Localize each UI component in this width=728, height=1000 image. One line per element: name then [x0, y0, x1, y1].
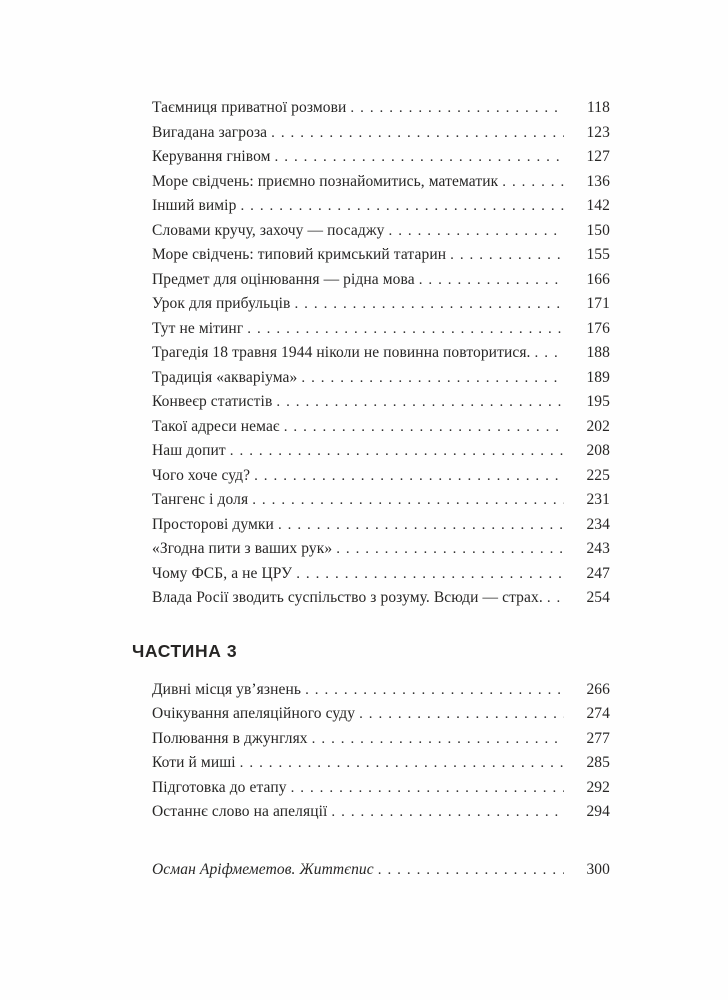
toc-entry-title: Урок для прибульців — [152, 295, 291, 312]
toc-entry-title: Просторові думки — [152, 515, 274, 533]
toc-page-number: 274 — [586, 705, 610, 722]
toc-page-number: 195 — [586, 393, 610, 410]
toc-entry-title: Керування гнівом — [152, 148, 271, 165]
toc-page-number: 225 — [586, 466, 610, 484]
table-of-contents — [132, 96, 610, 882]
dot-leader — [312, 727, 564, 752]
dot-leader — [230, 439, 564, 464]
dot-leader — [240, 194, 564, 219]
toc-page-number: 118 — [587, 99, 610, 116]
toc-entry-title: Море свідчень: приємно познайомитись, математик — [152, 172, 499, 190]
toc-page-number: 254 — [586, 589, 610, 606]
toc-page-number: 171 — [586, 295, 610, 312]
toc-entry-title: Осман Аріфмеметов. Життєпис — [152, 860, 374, 878]
toc-entry-title: Конвеєр статистів — [152, 393, 273, 410]
toc-row — [152, 858, 610, 883]
dot-leader — [254, 464, 564, 489]
toc-entry-title: Полювання в джунглях — [152, 729, 308, 747]
toc-row — [152, 678, 610, 703]
toc-entry-title: Традиція «акваріума» — [152, 368, 298, 386]
toc-row — [152, 439, 610, 464]
toc-page-number: 127 — [586, 148, 610, 165]
toc-row — [152, 366, 610, 391]
toc-row — [152, 727, 610, 752]
toc-row — [152, 702, 610, 727]
toc-row — [152, 415, 610, 440]
dot-leader — [331, 800, 564, 825]
dot-leader — [450, 243, 564, 268]
toc-page-number: 176 — [586, 319, 610, 337]
toc-row — [152, 341, 610, 366]
dot-leader — [284, 415, 564, 440]
dot-leader — [271, 121, 564, 146]
toc-page-number: 142 — [586, 197, 610, 214]
toc-row — [152, 390, 610, 415]
toc-entry-title: Море свідчень: типовий кримський татарин — [152, 246, 447, 263]
toc-entry-title: Вигадана загроза — [152, 123, 268, 141]
toc-entry-title: Тангенс і доля — [152, 491, 249, 508]
toc-row — [152, 292, 610, 317]
toc-row — [152, 776, 610, 801]
toc-row — [152, 586, 610, 611]
toc-page-number: 188 — [586, 344, 610, 361]
toc-page-number: 234 — [586, 515, 610, 533]
toc-row — [152, 268, 610, 293]
toc-page-number: 231 — [586, 491, 610, 508]
toc-row — [152, 488, 610, 513]
toc-entry-title: Чого хоче суд? — [152, 466, 251, 484]
toc-page-number: 285 — [586, 754, 610, 771]
toc-page-number: 189 — [586, 368, 610, 386]
toc-entry-title: Словами кручу, захочу — посаджу — [152, 221, 385, 239]
dot-leader — [278, 513, 564, 538]
toc-entry-title: Очікування апеляційного суду — [152, 705, 356, 722]
toc-row — [152, 464, 610, 489]
dot-leader — [291, 776, 564, 801]
toc-row — [152, 170, 610, 195]
dot-leader — [240, 751, 564, 776]
dot-leader — [336, 537, 564, 562]
toc-entry-title: Предмет для оцінювання — рідна мова — [152, 270, 415, 288]
part3-heading: ЧАСТИНА 3 — [132, 640, 238, 661]
toc-entry-title: Трагедія 18 травня 1944 ніколи не повинна повторитися. — [152, 344, 531, 361]
dot-leader — [247, 317, 564, 342]
dot-leader — [294, 292, 564, 317]
toc-row — [152, 96, 610, 121]
dot-leader — [378, 858, 564, 883]
toc-page-number: 300 — [586, 860, 610, 878]
dot-leader — [547, 586, 564, 611]
toc-entry-title: Останнє слово на апеляції — [152, 803, 328, 820]
toc-row — [152, 317, 610, 342]
toc-part2-list — [152, 96, 610, 611]
toc-row — [152, 537, 610, 562]
dot-leader — [350, 96, 564, 121]
toc-part3-list — [152, 678, 610, 825]
toc-page-number: 247 — [586, 564, 610, 582]
dot-leader — [502, 170, 564, 195]
toc-entry-title: Влада Росії зводить суспільство з розуму. Всюди — страх. — [152, 589, 543, 606]
section-spacer — [152, 825, 610, 858]
dot-leader — [301, 366, 564, 391]
dot-leader — [276, 390, 564, 415]
toc-entry-title: Підготовка до етапу — [152, 778, 287, 796]
toc-row — [152, 751, 610, 776]
toc-page-number: 150 — [586, 221, 610, 239]
toc-page-number: 277 — [586, 729, 610, 747]
toc-entry-title: Тут не мітинг — [152, 319, 244, 337]
toc-entry-title: Дивні місця ув’язнень — [152, 680, 302, 698]
toc-row — [152, 243, 610, 268]
toc-entry-title: Такої адреси немає — [152, 417, 280, 435]
toc-entry-title: Коти й миші — [152, 754, 236, 771]
dot-leader — [359, 702, 564, 727]
toc-entry-title: Таємниця приватної розмови — [152, 99, 347, 116]
toc-page-number: 155 — [586, 246, 610, 263]
toc-page-number: 243 — [586, 540, 610, 557]
dot-leader — [252, 488, 564, 513]
toc-row — [152, 194, 610, 219]
toc-row — [152, 513, 610, 538]
toc-page-number: 166 — [586, 270, 610, 288]
toc-page-number: 136 — [586, 172, 610, 190]
dot-leader — [419, 268, 564, 293]
dot-leader — [389, 219, 565, 244]
dot-leader — [535, 341, 564, 366]
toc-entry-title: «Згодна пити з ваших рук» — [152, 540, 333, 557]
toc-page-number: 202 — [586, 417, 610, 435]
toc-entry-title: Наш допит — [152, 442, 226, 459]
toc-page-number: 294 — [586, 803, 610, 820]
dot-leader — [296, 562, 564, 587]
toc-entry-title: Інший вимір — [152, 197, 237, 214]
toc-page-number: 266 — [586, 680, 610, 698]
dot-leader — [275, 145, 564, 170]
dot-leader — [305, 678, 564, 703]
toc-page-number: 292 — [586, 778, 610, 796]
toc-appendix-list — [152, 858, 610, 883]
toc-row — [152, 219, 610, 244]
toc-entry-title: Чому ФСБ, а не ЦРУ — [152, 564, 293, 582]
toc-row — [152, 562, 610, 587]
toc-row — [152, 121, 610, 146]
toc-page-number: 123 — [586, 123, 610, 141]
toc-row — [152, 145, 610, 170]
toc-page-number: 208 — [586, 442, 610, 459]
toc-row — [152, 800, 610, 825]
